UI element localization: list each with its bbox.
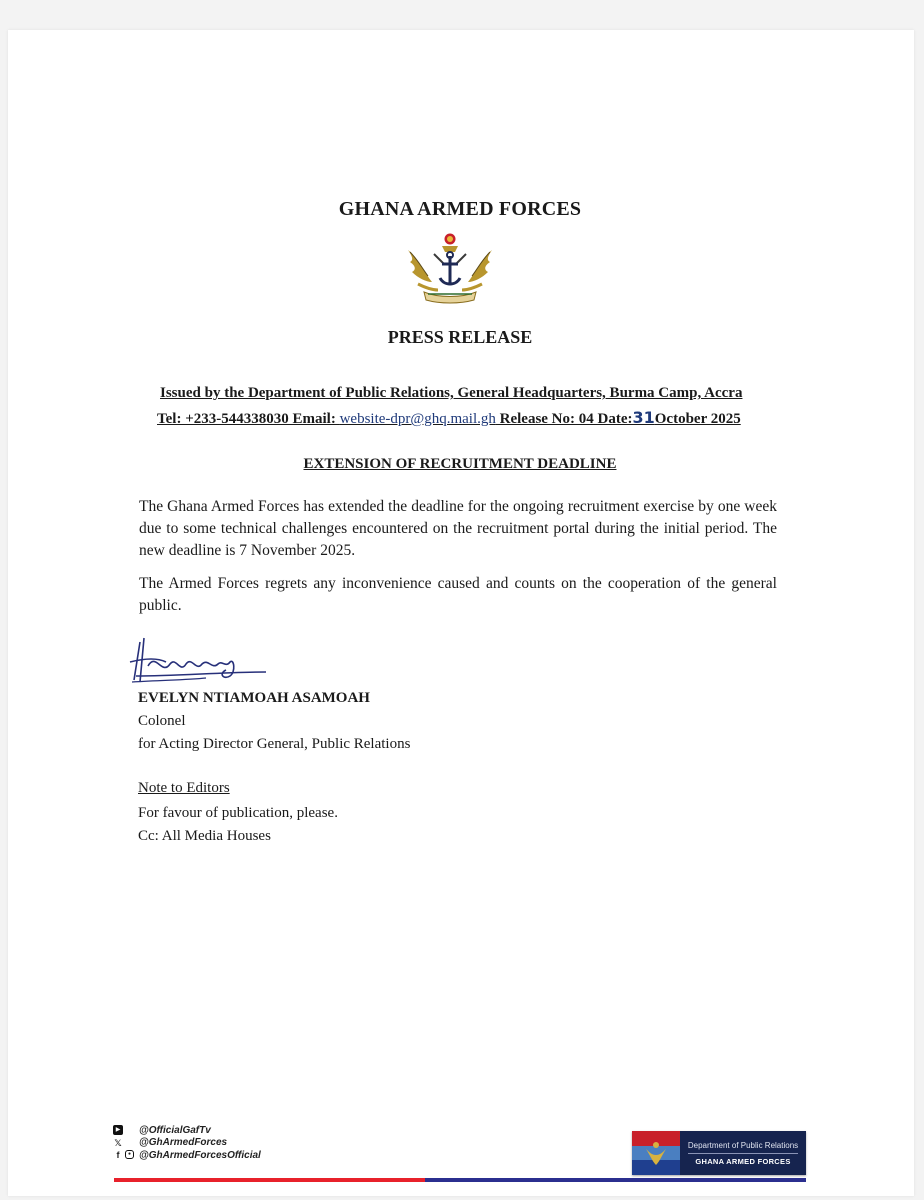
tel-label: Tel: +233-544338030 Email: xyxy=(157,411,340,427)
handwritten-signature xyxy=(126,632,271,690)
release-date-month-year: October 2025 xyxy=(654,411,741,427)
flag-crest-icon xyxy=(632,1131,680,1175)
cc-line: Cc: All Media Houses xyxy=(138,828,271,844)
social-row-x xyxy=(113,1137,261,1150)
release-subject: EXTENSION OF RECRUITMENT DEADLINE xyxy=(303,456,617,472)
badge-department-name: Department of Public Relations xyxy=(688,1141,798,1154)
issuer-line: Issued by the Department of Public Relations, General Headquarters, Burma Camp, Accra xyxy=(160,385,743,401)
contact-line xyxy=(157,408,741,428)
organization-title: GHANA ARMED FORCES xyxy=(338,198,582,220)
note-line: For favour of publication, please. xyxy=(138,805,338,821)
badge-organization-name: GHANA ARMED FORCES xyxy=(695,1156,791,1166)
youtube-icon: ▶ xyxy=(113,1125,123,1135)
social-row-youtube xyxy=(113,1124,261,1137)
signatory-role: for Acting Director General, Public Relations xyxy=(138,736,411,752)
social-handle[interactable]: @GhArmedForcesOfficial xyxy=(139,1149,261,1161)
signatory-name: EVELYN NTIAMOAH ASAMOAH xyxy=(138,690,370,706)
social-handle[interactable]: @GhArmedForces xyxy=(139,1137,228,1149)
instagram-icon: ● xyxy=(125,1150,134,1159)
press-release-heading: PRESS RELEASE xyxy=(387,327,533,347)
note-to-editors-heading: Note to Editors xyxy=(138,780,230,796)
body-paragraph: The Armed Forces regrets any inconvenience caused and counts on the cooperation of the general public. xyxy=(139,575,777,614)
social-row-facebook-instagram xyxy=(113,1149,261,1162)
release-label: Release No: 04 Date: xyxy=(495,411,633,427)
body-paragraph: The Ghana Armed Forces has extended the deadline for the ongoing recruitment exercise by one week due to some technical challenges encountered on the recruitment portal during the initial period. The new deadline is 7 November 2025. xyxy=(139,498,777,559)
x-icon: 𝕏 xyxy=(114,1137,122,1148)
department-badge xyxy=(632,1131,806,1175)
ghana-armed-forces-crest xyxy=(398,228,502,314)
footer-color-bar xyxy=(114,1178,806,1182)
signatory-rank: Colonel xyxy=(138,713,186,729)
facebook-icon: f xyxy=(116,1150,120,1161)
footer-blue-segment xyxy=(425,1178,806,1182)
release-date-day: 31 xyxy=(632,408,655,427)
social-handle[interactable]: @OfficialGafTv xyxy=(139,1124,211,1136)
social-handles xyxy=(113,1124,261,1162)
footer-red-segment xyxy=(114,1178,425,1182)
email-address: website-dpr@ghq.mail.gh xyxy=(339,411,496,427)
